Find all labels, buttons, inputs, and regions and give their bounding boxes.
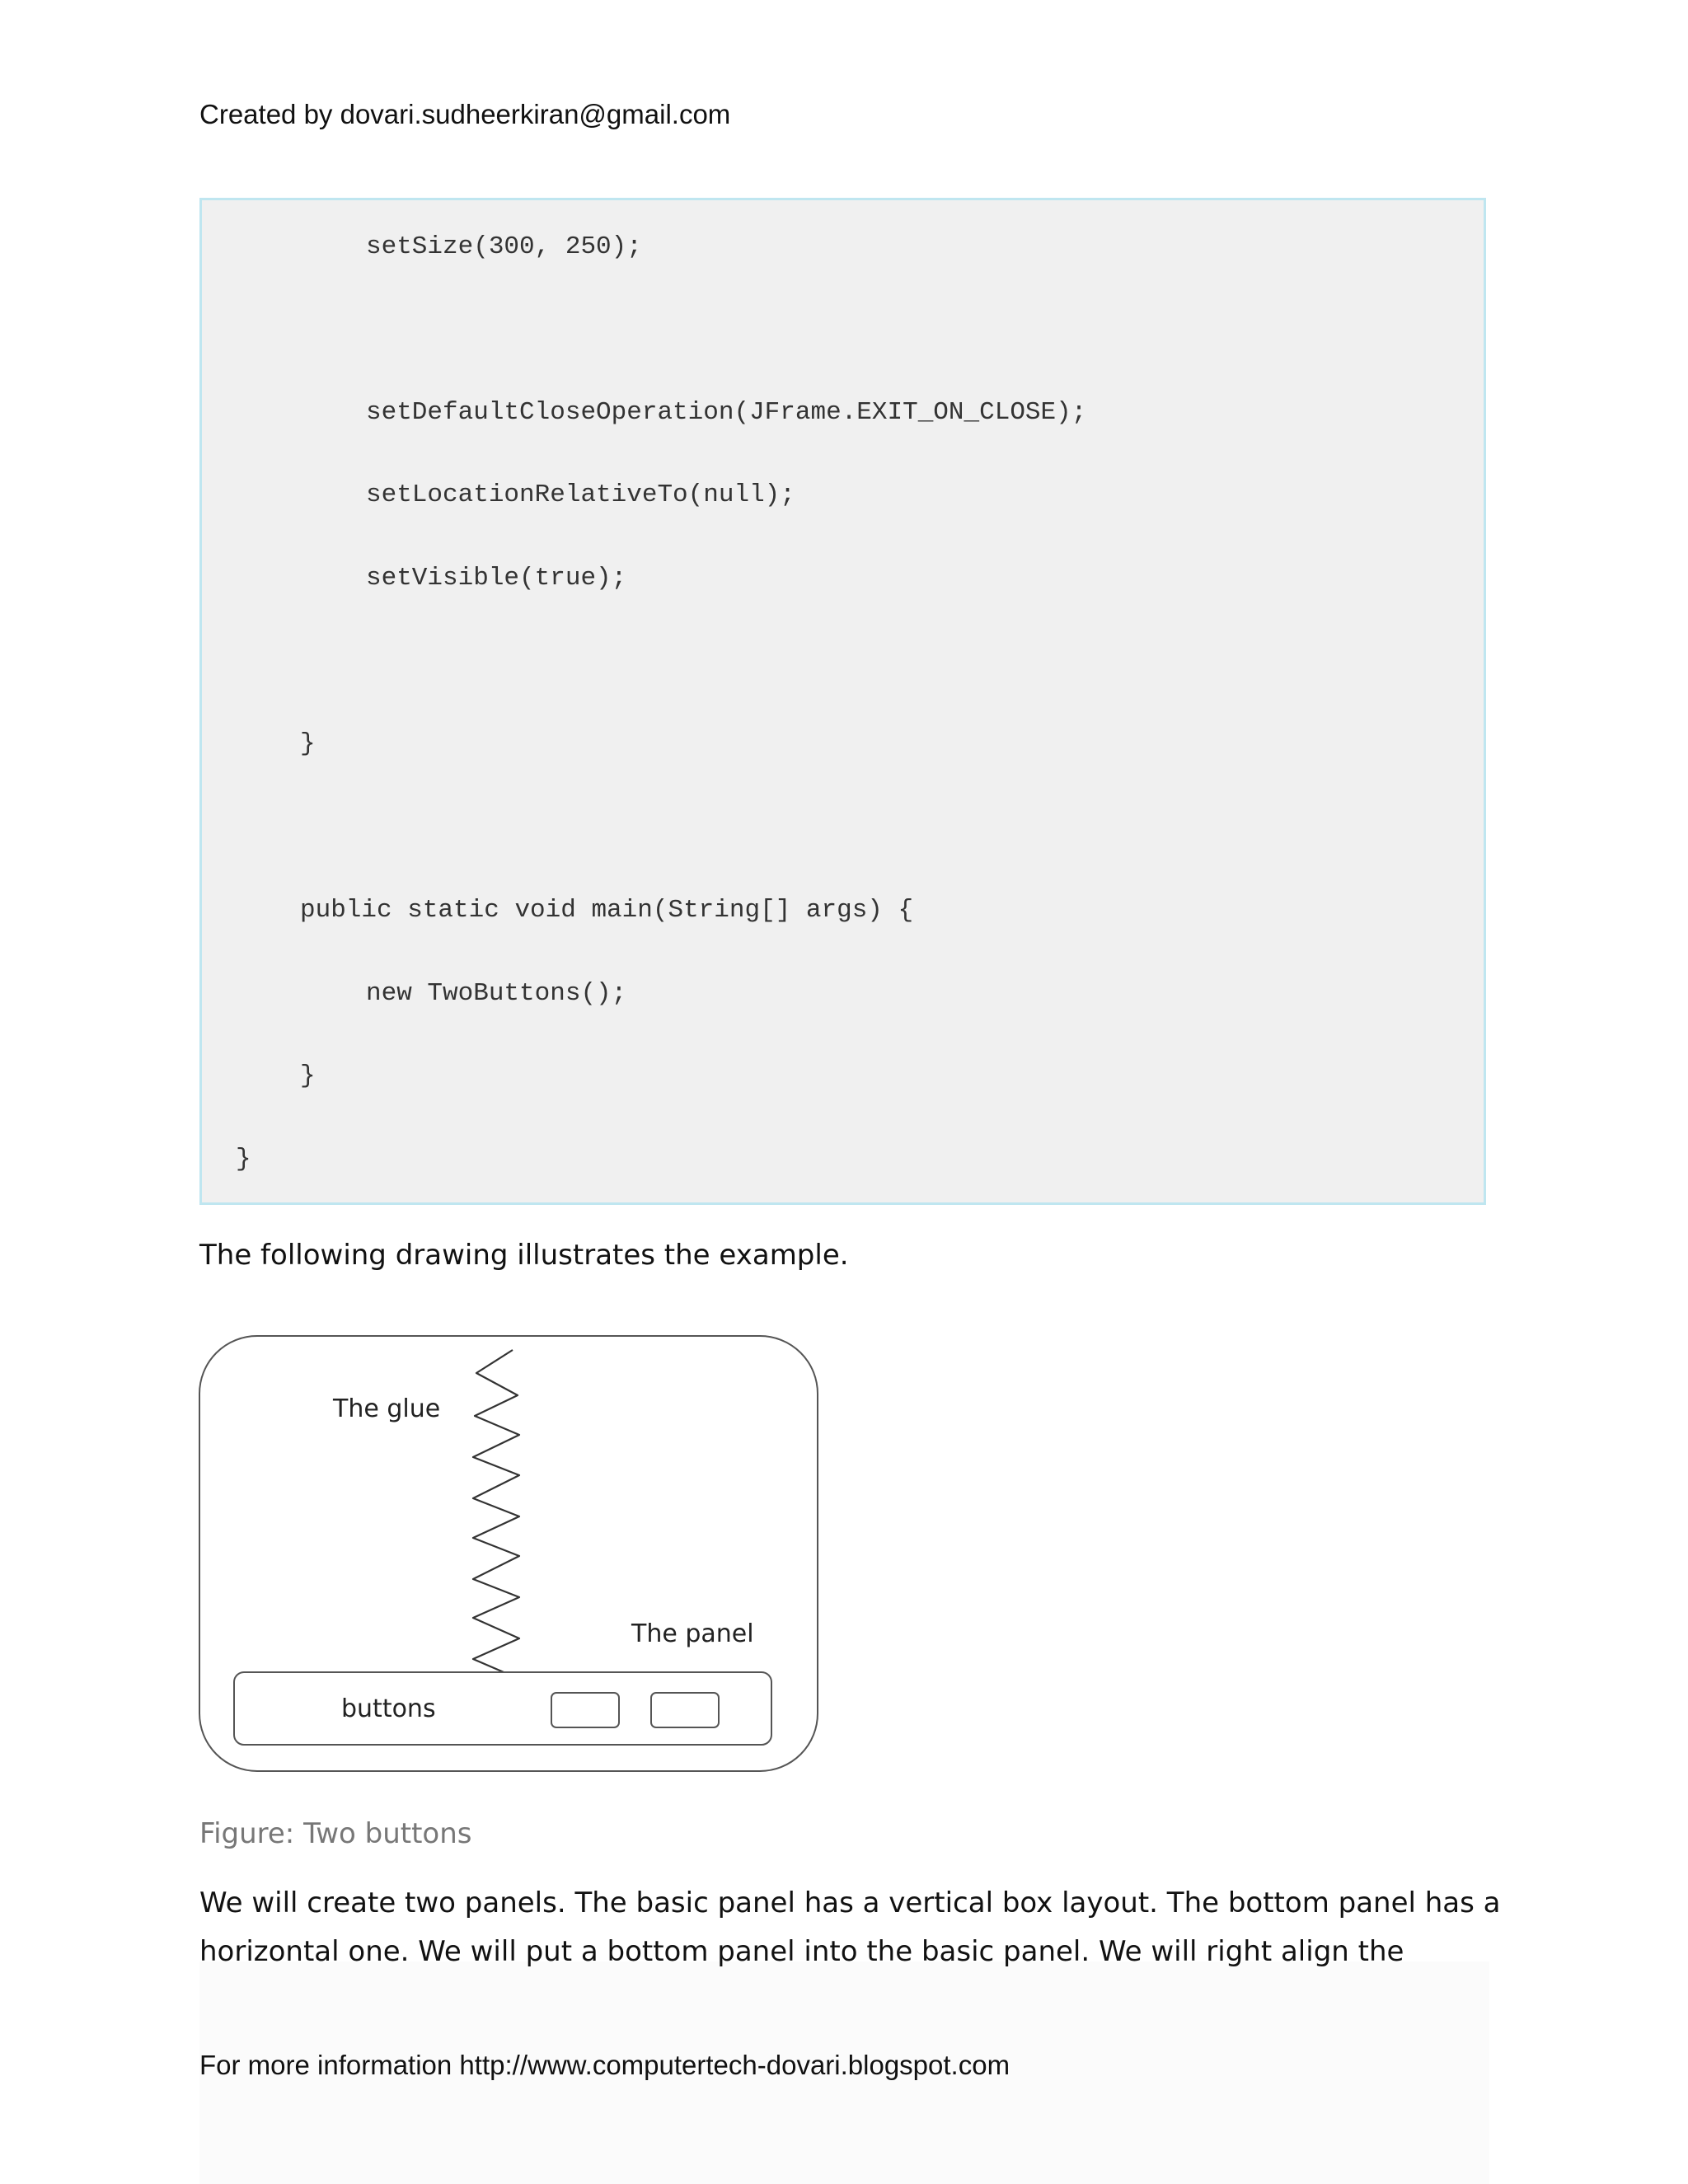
figure-caption: Figure: Two buttons: [199, 1817, 472, 1850]
page-footer: For more information http://www.computertech-dovari.blogspot.com: [199, 2050, 1010, 2080]
code-line: }: [300, 729, 316, 758]
panel-label: The panel: [631, 1619, 754, 1648]
paragraph-line: horizontal one. We will put a bottom panel into the basic panel. We will right align the: [199, 1935, 1404, 1968]
code-line: new TwoButtons();: [366, 979, 627, 1008]
code-line: setLocationRelativeTo(null);: [366, 480, 795, 509]
code-line: setDefaultCloseOperation(JFrame.EXIT_ON_CLOSE);: [366, 398, 1087, 427]
paragraph-line: We will create two panels. The basic panel has a vertical box layout. The bottom panel has a: [199, 1886, 1501, 1919]
body-paragraph: [199, 1879, 1501, 1976]
page-header: Created by dovari.sudheerkiran@gmail.com: [199, 99, 731, 129]
code-line: }: [300, 1062, 316, 1090]
code-block: [199, 198, 1486, 1205]
code-line: setVisible(true);: [366, 564, 627, 593]
figure-button-1: [551, 1693, 619, 1727]
code-line: }: [236, 1145, 251, 1174]
figure-button-2: [651, 1693, 719, 1727]
code-line: public static void main(String[] args) {: [300, 896, 914, 925]
buttons-label: buttons: [341, 1694, 436, 1723]
intro-text: The following drawing illustrates the example.: [199, 1239, 849, 1272]
two-buttons-figure: [198, 1333, 821, 1775]
glue-label: The glue: [333, 1394, 441, 1423]
code-line: setSize(300, 250);: [366, 232, 642, 261]
